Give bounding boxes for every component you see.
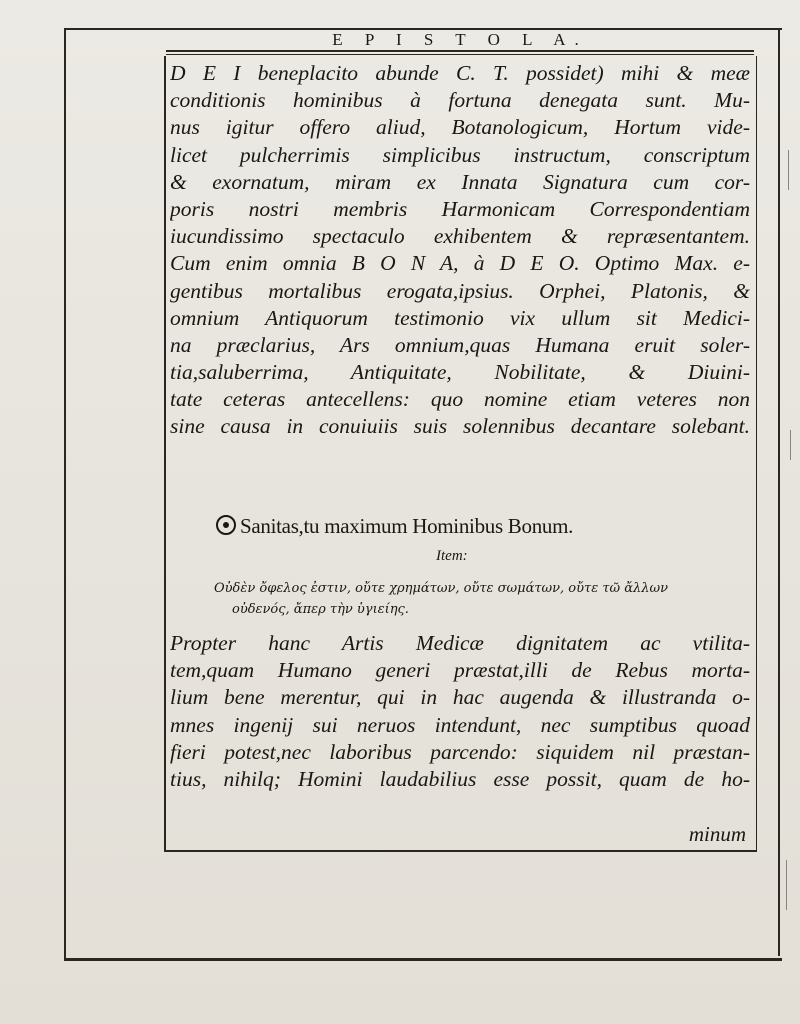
- page-edge-mark: [790, 430, 791, 460]
- text-line: & exornatum, miram ex Innata Signatura cum cor-: [170, 169, 750, 194]
- header-rule: [166, 50, 754, 52]
- text-line: iucundissimo spectaculo exhibentem & repræsentantem.: [170, 224, 750, 249]
- text-line: lium bene merentur, qui in hac augenda & illustranda o-: [170, 685, 750, 710]
- text-line: fieri potest,nec laboribus parcendo: siquidem nil præstan-: [170, 739, 750, 764]
- page-edge-mark: [788, 150, 789, 190]
- paragraph-2: [170, 630, 750, 793]
- text-line: tate ceteras antecellens: quo nomine etiam veteres non: [170, 387, 750, 412]
- text-line: mnes ingenij sui neruos intendunt, nec sumptibus quoad: [170, 712, 750, 737]
- sun-symbol-icon: [216, 515, 236, 535]
- text-line: licet pulcherrimis simplicibus instructum, conscriptum: [170, 142, 750, 167]
- text-line: D E I beneplacito abunde C. T. possidet) mihi & meæ: [170, 61, 750, 85]
- motto: [216, 514, 736, 539]
- greek-line: Οὐδὲν ὄφελος ἐστιν, οὔτε χρημάτων, οὔτε σωμάτων, οὔτε τῶ ἄλλων: [214, 581, 669, 596]
- text-line: na præclarius, Ars omnium,quas Humana eruit soler-: [170, 332, 750, 357]
- text-line: tia,saluberrima, Antiquitate, Nobilitate, & Diuini-: [170, 360, 750, 385]
- greek-line: οὐδενός, ἄπερ τὴν ὑγιείης.: [232, 602, 409, 617]
- greek-quotation: [214, 578, 734, 620]
- text-line: sine causa in conuiuiis suis solennibus decantare solebant.: [170, 414, 750, 439]
- text-line: nus igitur offero aliud, Botanologicum, Hortum vide-: [170, 115, 750, 140]
- text-line: Propter hanc Artis Medicæ dignitatem ac vtilita-: [170, 631, 750, 655]
- outer-border-right: [778, 30, 780, 956]
- text-line: tem,quam Humano generi præstat,illi de Rebus morta-: [170, 658, 750, 683]
- paragraph-1: [170, 60, 750, 441]
- text-line: Cum enim omnia B O N A, à D E O. Optimo Max. e-: [170, 251, 750, 276]
- text-line: poris nostri membris Harmonicam Correspondentiam: [170, 196, 750, 221]
- item-label: Item:: [436, 548, 468, 564]
- text-line: tius, nihilq; Homini laudabilius esse possit, quam de ho-: [170, 766, 750, 791]
- header-rule-thin: [166, 54, 754, 55]
- text-line: gentibus mortalibus erogata,ipsius. Orphei, Platonis, &: [170, 278, 750, 303]
- text-line: omnium Antiquorum testimonio vix ullum sit Medici-: [170, 305, 750, 330]
- catchword: minum: [688, 822, 746, 846]
- page-edge-mark: [786, 860, 787, 910]
- text-line: conditionis hominibus à fortuna denegata sunt. Mu-: [170, 88, 750, 113]
- running-head: E P I S T O L A.: [332, 30, 588, 49]
- motto-text: Sanitas,tu maximum Hominibus Bonum.: [240, 514, 574, 538]
